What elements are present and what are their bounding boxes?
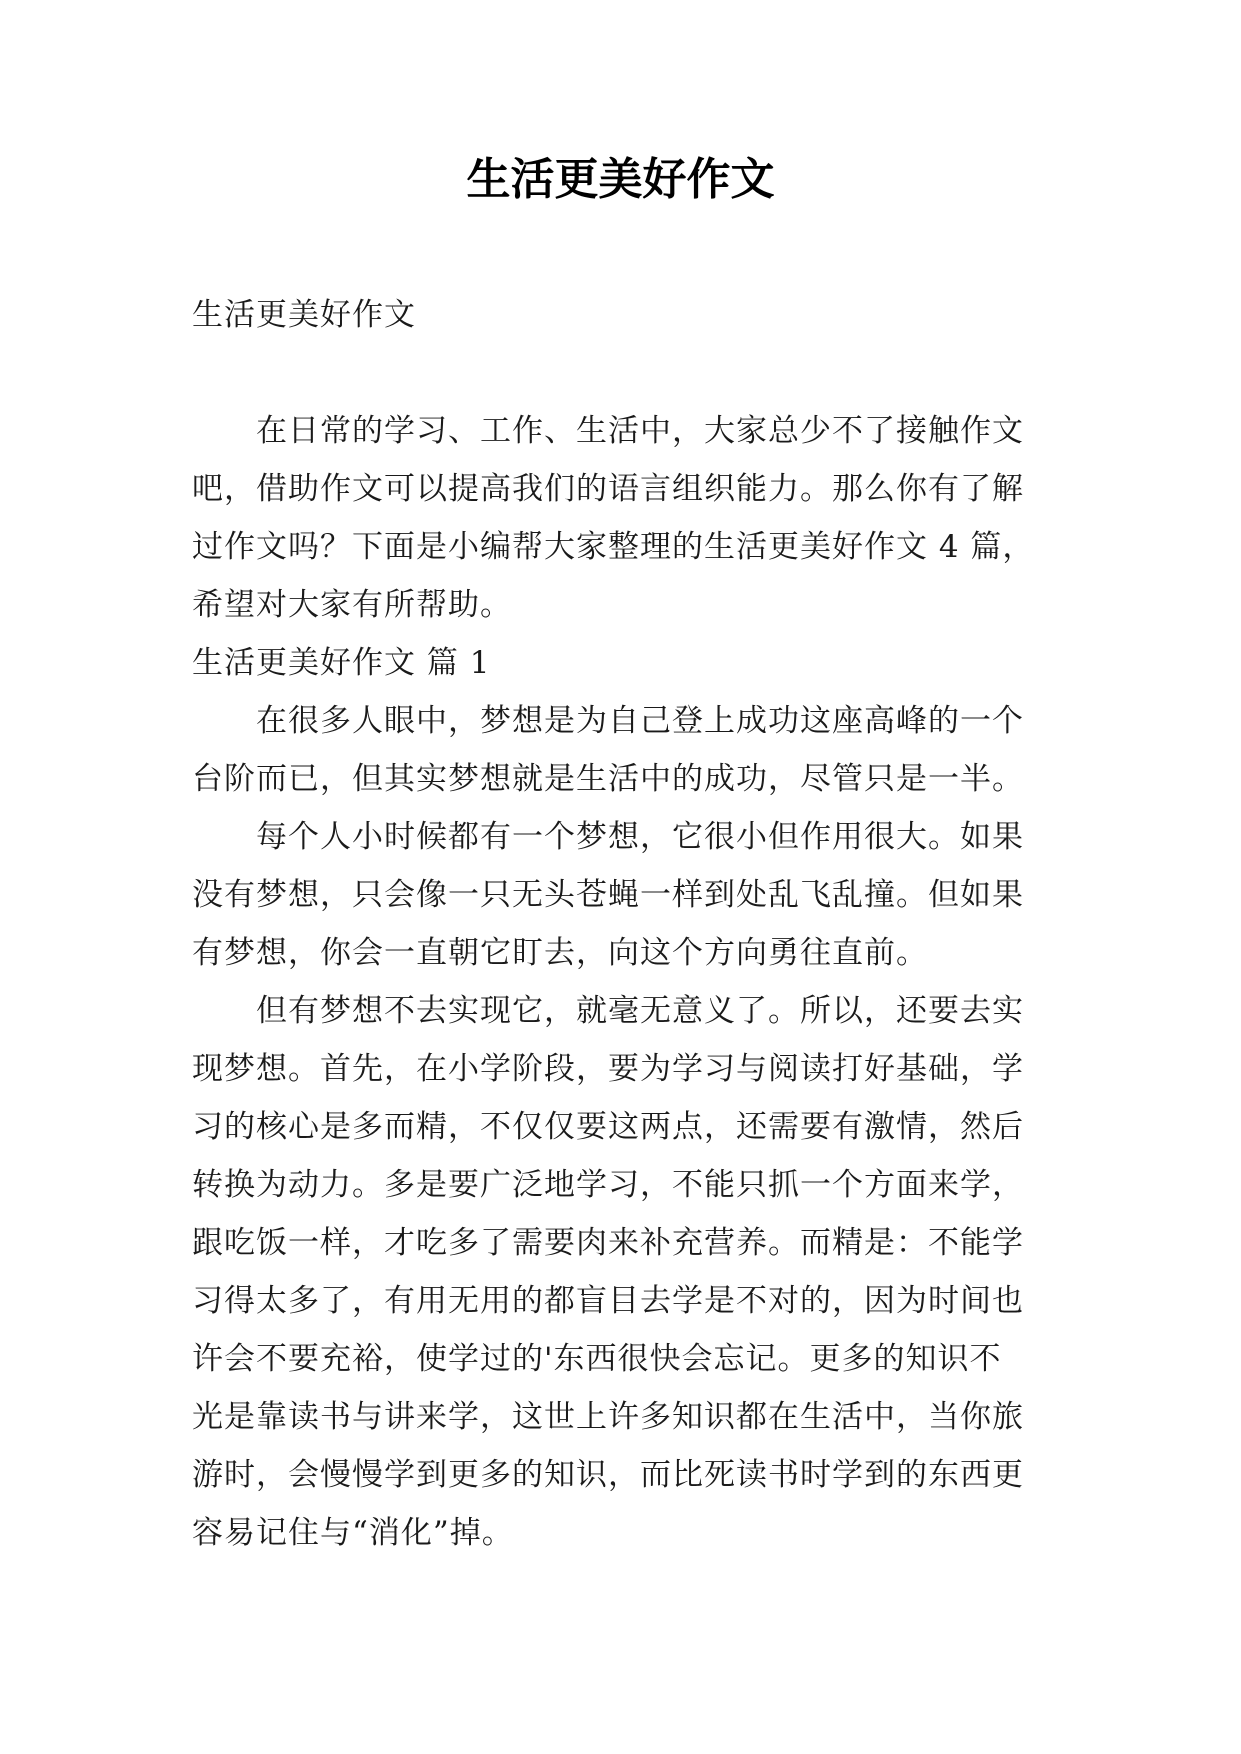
paragraph-line: 有梦想，你会一直朝它盯去，向这个方向勇往直前。 <box>192 935 928 971</box>
paragraph-line: 习得太多了，有用无用的都盲目去学是不对的，因为时间也 <box>192 1283 1024 1319</box>
document-body <box>192 286 1052 1562</box>
paragraph-line: 但有梦想不去实现它，就毫无意义了。所以，还要去实 <box>256 993 1024 1029</box>
paragraph-line: 许会不要充裕，使学过的'东西很快会忘记。更多的知识不 <box>192 1341 1002 1377</box>
paragraph-line: 容易记住与“消化”掉。 <box>192 1515 514 1551</box>
body-paragraph <box>192 692 1052 808</box>
paragraph-line: 光是靠读书与讲来学，这世上许多知识都在生活中，当你旅 <box>192 1399 1024 1435</box>
document-title: 生活更美好作文 <box>466 154 775 205</box>
paragraph-line: 转换为动力。多是要广泛地学习，不能只抓一个方面来学， <box>192 1167 1024 1203</box>
paragraph-line: 游时，会慢慢学到更多的知识，而比死读书时学到的东西更 <box>192 1457 1024 1493</box>
paragraph-line: 没有梦想，只会像一只无头苍蝇一样到处乱飞乱撞。但如果 <box>192 877 1024 913</box>
section-heading: 生活更美好作文 篇 1 <box>192 645 491 681</box>
paragraph-line: 习的核心是多而精，不仅仅要这两点，还需要有激情，然后 <box>192 1109 1024 1145</box>
paragraph-line: 每个人小时候都有一个梦想，它很小但作用很大。如果 <box>256 819 1024 855</box>
intro-line: 在日常的学习、工作、生活中，大家总少不了接触作文 <box>256 413 1024 449</box>
paragraph-line: 台阶而已，但其实梦想就是生活中的成功，尽管只是一半。 <box>192 761 1024 797</box>
body-paragraph <box>192 982 1052 1562</box>
blank-line <box>192 344 1052 402</box>
intro-line: 过作文吗？下面是小编帮大家整理的生活更美好作文 4 篇， <box>192 529 1035 565</box>
paragraph-line: 在很多人眼中，梦想是为自己登上成功这座高峰的一个 <box>256 703 1024 739</box>
intro-line: 希望对大家有所帮助。 <box>192 587 512 623</box>
body-paragraph <box>192 808 1052 982</box>
paragraph-line: 现梦想。首先，在小学阶段，要为学习与阅读打好基础，学 <box>192 1051 1024 1087</box>
intro-line: 吧，借助作文可以提高我们的语言组织能力。那么你有了解 <box>192 471 1024 507</box>
intro-paragraph <box>192 402 1052 634</box>
document-subtitle: 生活更美好作文 <box>192 297 416 333</box>
paragraph-line: 跟吃饭一样，才吃多了需要肉来补充营养。而精是：不能学 <box>192 1225 1024 1261</box>
